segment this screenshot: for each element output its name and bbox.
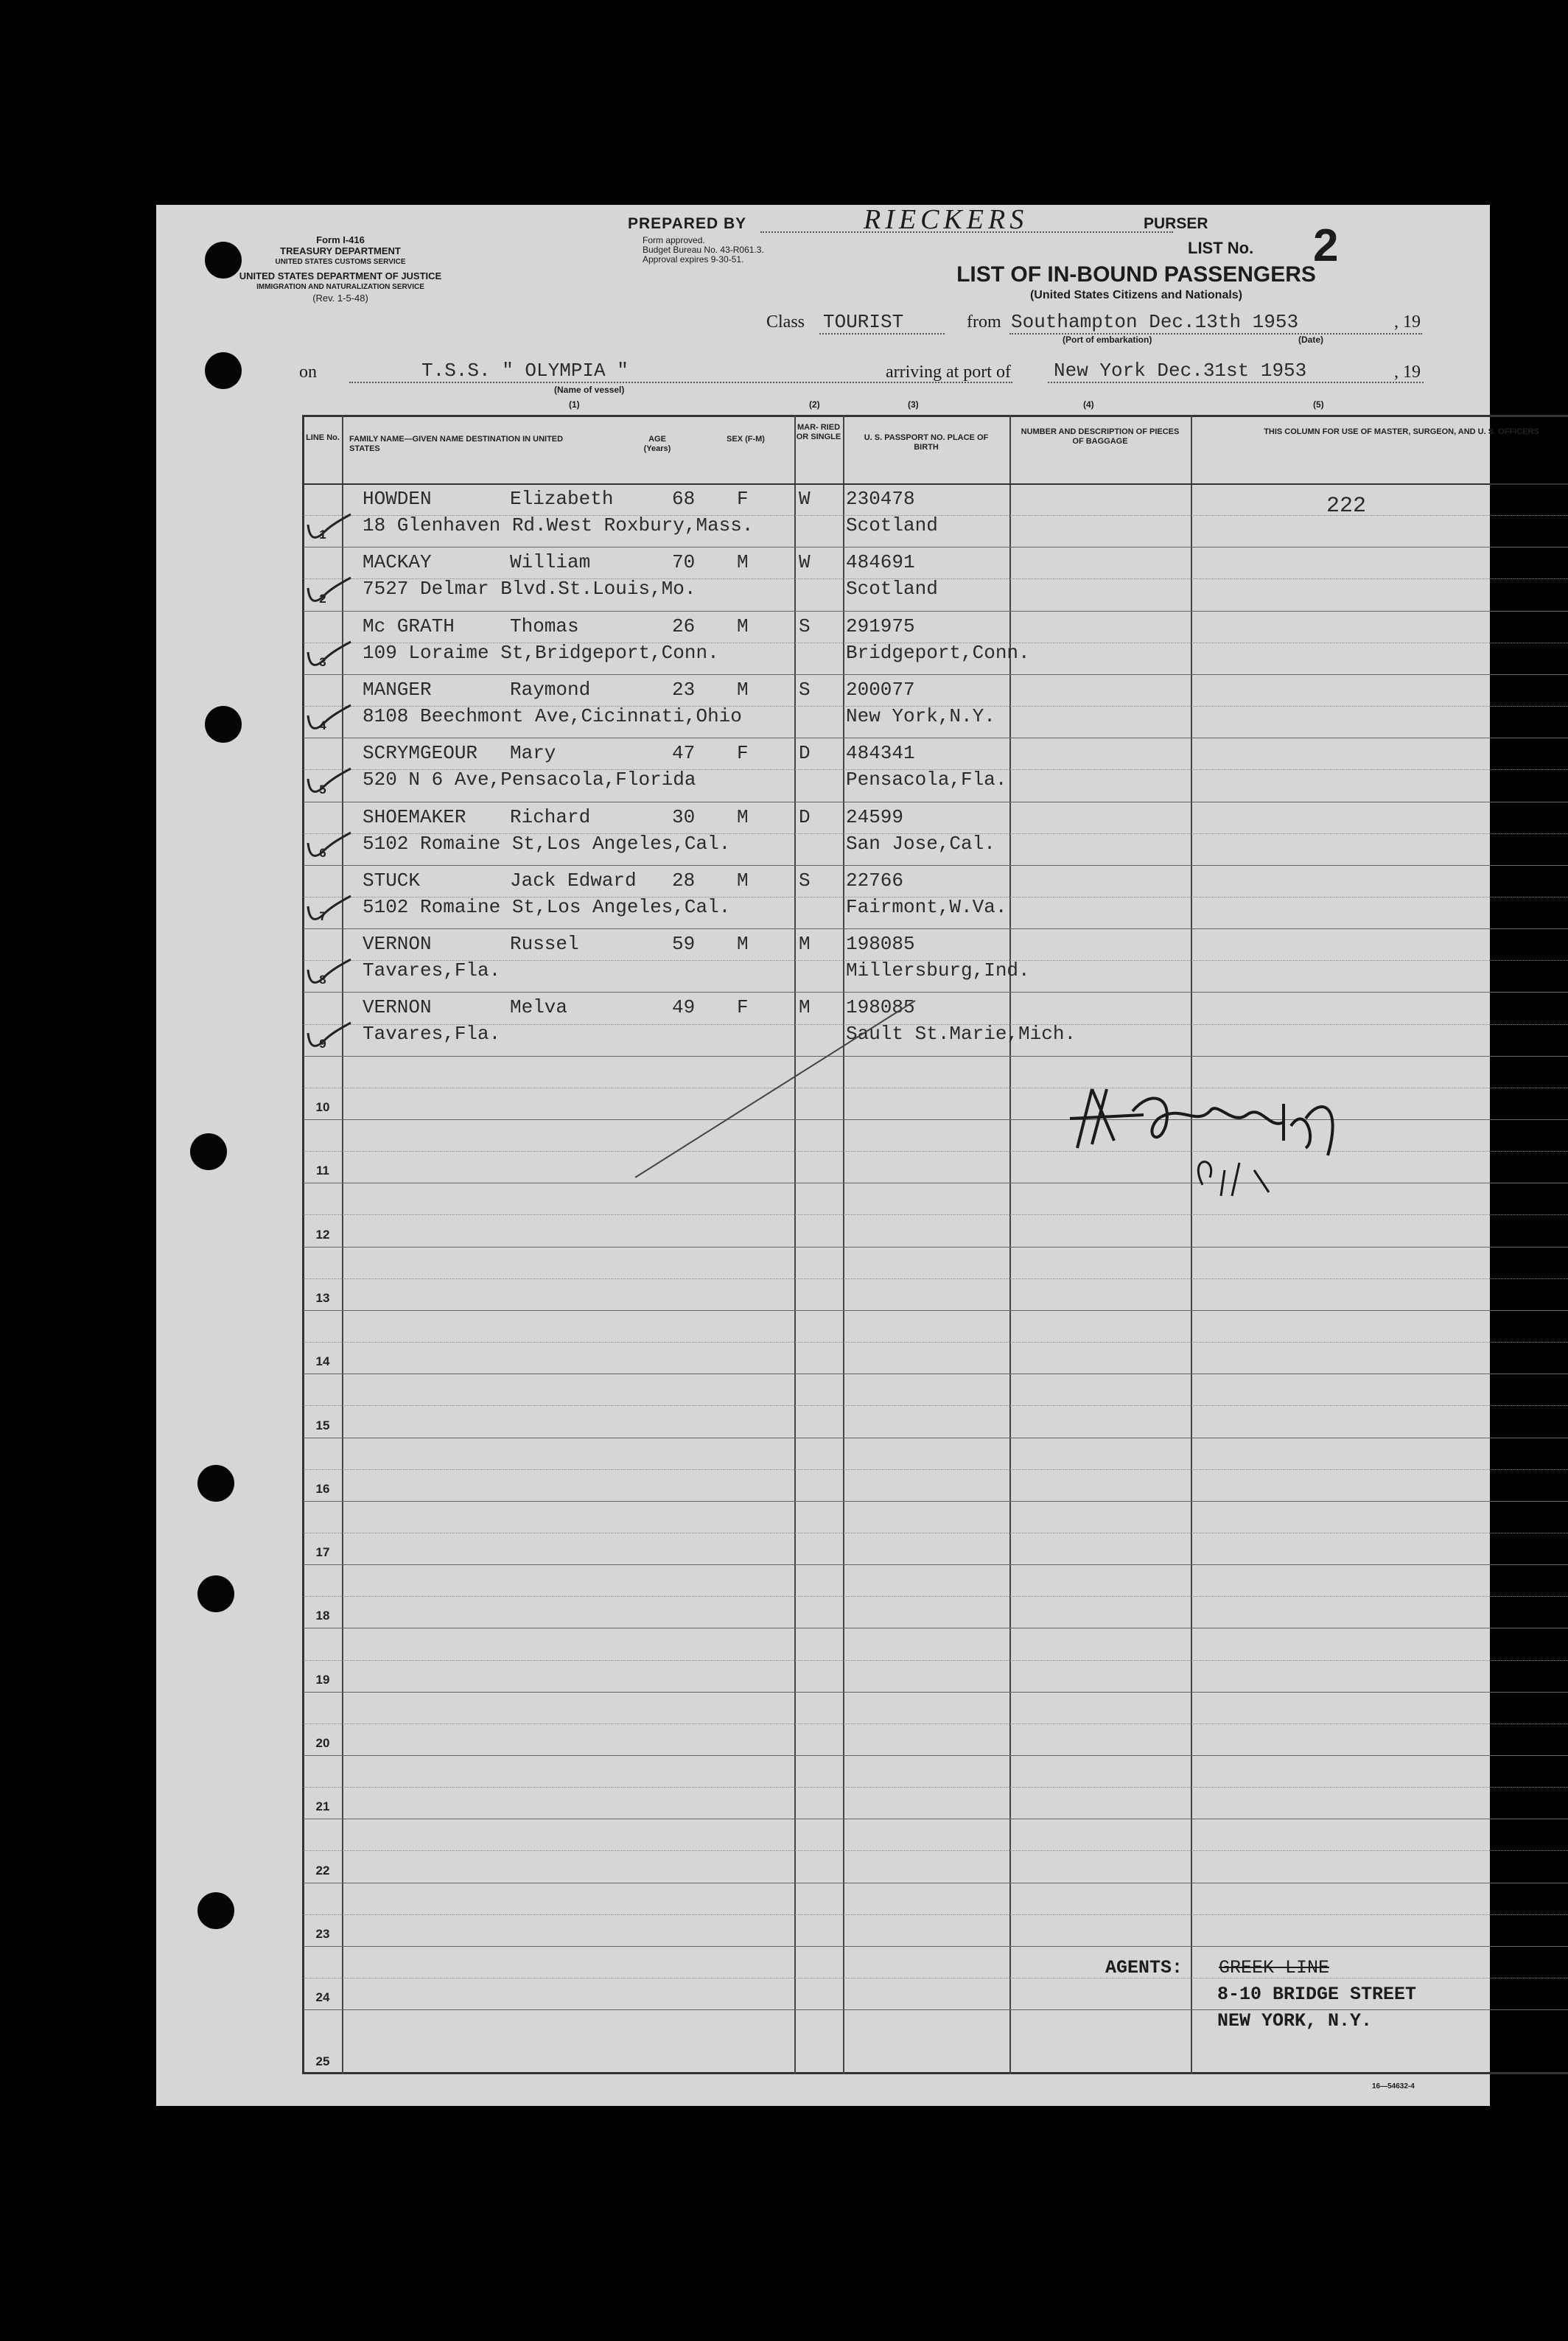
passenger-sex: M <box>737 805 749 828</box>
approval-notice: Form approved. Budget Bureau No. 43-R061.3. Approval expires 9-30-51. <box>643 235 764 265</box>
check-mark-icon <box>302 701 354 738</box>
line-number: 12 <box>315 1227 330 1242</box>
passenger-given-name: Mary <box>510 742 556 765</box>
passenger-marital-status: W <box>799 488 811 510</box>
passenger-age: 23 <box>672 678 696 701</box>
passenger-passport-no: 22766 <box>846 869 904 892</box>
line-number: 24 <box>315 1990 330 2005</box>
line-number: 8 <box>319 973 326 987</box>
passenger-sex: M <box>737 869 749 892</box>
col-num-1: (1) <box>569 399 580 410</box>
passenger-destination: 7527 Delmar Blvd.St.Louis,Mo. <box>363 578 696 601</box>
row-midline <box>304 1596 1568 1597</box>
col-num-3: (3) <box>908 399 919 410</box>
row-midline <box>304 1342 1568 1343</box>
row-divider <box>304 992 1568 993</box>
check-mark-icon <box>302 637 354 674</box>
header-baggage: NUMBER AND DESCRIPTION OF PIECES OF BAGGAGE <box>1021 427 1180 446</box>
passenger-age: 26 <box>672 615 696 637</box>
line-number: 23 <box>315 1926 330 1941</box>
passenger-given-name: Thomas <box>510 615 579 637</box>
justice-dept: UNITED STATES DEPARTMENT OF JUSTICE <box>239 270 442 281</box>
officer-note: 222 <box>1326 494 1367 519</box>
passenger-destination: 520 N 6 Ave,Pensacola,Florida <box>363 769 696 791</box>
passenger-family-name: SHOEMAKER <box>363 805 466 828</box>
punch-hole <box>197 1892 234 1929</box>
passenger-sex: M <box>737 933 749 956</box>
ins-service: IMMIGRATION AND NATURALIZATION SERVICE <box>256 283 424 291</box>
passenger-destination: 5102 Romaine St,Los Angeles,Cal. <box>363 895 731 918</box>
check-mark-icon <box>302 955 354 992</box>
line-number: 9 <box>319 1036 326 1051</box>
passenger-family-name: STUCK <box>363 869 421 892</box>
line-number: 25 <box>315 2054 330 2068</box>
header-married: MAR- RIED OR SINGLE <box>796 423 841 441</box>
punch-hole <box>205 706 242 743</box>
purser-label: PURSER <box>1144 215 1208 232</box>
passenger-destination: 8108 Beechmont Ave,Cicinnati,Ohio <box>363 704 742 727</box>
arriving-value: New York Dec.31st 1953 <box>1054 360 1307 382</box>
passenger-family-name: HOWDEN <box>363 488 432 510</box>
row-divider <box>304 1247 1568 1248</box>
passenger-sex: F <box>737 488 749 510</box>
row-divider <box>304 2009 1568 2010</box>
line-number: 18 <box>315 1609 330 1623</box>
passenger-given-name: Jack Edward <box>510 869 637 892</box>
passenger-marital-status: S <box>799 615 811 637</box>
treasury-dept: TREASURY DEPARTMENT <box>280 245 401 256</box>
row-divider <box>304 1564 1568 1565</box>
line-number: 1 <box>319 528 326 542</box>
col-num-5: (5) <box>1313 399 1324 410</box>
passenger-marital-status: S <box>799 869 811 892</box>
line-number: 16 <box>315 1481 330 1496</box>
row-divider <box>304 611 1568 612</box>
row-midline <box>304 1278 1568 1279</box>
passenger-given-name: Raymond <box>510 678 591 701</box>
passenger-birthplace: Scotland <box>846 578 938 601</box>
passenger-passport-no: 484691 <box>846 551 915 574</box>
footer-code: 16—54632-4 <box>1372 2082 1415 2090</box>
row-divider <box>304 865 1568 866</box>
list-no-value: 2 <box>1313 220 1339 271</box>
class-label: Class <box>766 312 805 332</box>
passenger-sex: M <box>737 551 749 574</box>
row-divider <box>304 1310 1568 1311</box>
passenger-family-name: SCRYMGEOUR <box>363 742 478 765</box>
line-number: 5 <box>319 782 326 797</box>
passenger-age: 30 <box>672 805 696 828</box>
line-number: 19 <box>315 1672 330 1687</box>
cancel-stroke <box>628 993 923 1185</box>
passenger-birthplace: Sault St.Marie,Mich. <box>846 1023 1077 1046</box>
agents-struck: GREEK LINE <box>1219 1957 1330 1978</box>
passenger-marital-status: M <box>799 933 811 956</box>
passenger-birthplace: San Jose,Cal. <box>846 832 995 855</box>
vessel-name: T.S.S. " OLYMPIA " <box>421 360 629 382</box>
line-number: 7 <box>319 909 326 924</box>
passenger-age: 68 <box>672 488 696 510</box>
row-divider <box>304 1501 1568 1502</box>
line-number: 14 <box>315 1354 330 1369</box>
customs-service: UNITED STATES CUSTOMS SERVICE <box>275 258 406 266</box>
list-no-label: LIST No. <box>1188 239 1254 257</box>
date-caption: (Date) <box>1298 335 1324 345</box>
punch-hole <box>197 1465 234 1502</box>
row-divider <box>304 1056 1568 1057</box>
check-mark-icon <box>302 510 354 547</box>
line-number: 22 <box>315 1863 330 1878</box>
passenger-age: 49 <box>672 996 696 1019</box>
passenger-given-name: Elizabeth <box>510 488 614 510</box>
line-number: 15 <box>315 1418 330 1432</box>
passenger-birthplace: Millersburg,Ind. <box>846 959 1030 982</box>
row-midline <box>304 1405 1568 1406</box>
row-divider <box>304 1692 1568 1693</box>
header-officers: THIS COLUMN FOR USE OF MASTER, SURGEON, AND U. S. OFFICERS <box>1264 427 1539 436</box>
row-divider <box>304 928 1568 929</box>
passenger-age: 28 <box>672 869 696 892</box>
passenger-birthplace: Pensacola,Fla. <box>846 769 1007 791</box>
passenger-table <box>302 415 1568 2074</box>
row-midline <box>304 1469 1568 1470</box>
line-number: 20 <box>315 1736 330 1750</box>
passenger-passport-no: 24599 <box>846 805 904 828</box>
passenger-age: 47 <box>672 742 696 765</box>
from-value: Southampton Dec.13th 1953 <box>1011 311 1299 333</box>
passenger-family-name: VERNON <box>363 996 432 1019</box>
row-divider <box>304 1755 1568 1756</box>
passenger-sex: F <box>737 996 749 1019</box>
passenger-destination: 109 Loraime St,Bridgeport,Conn. <box>363 641 719 664</box>
on-label: on <box>299 363 317 382</box>
check-mark-icon <box>302 1018 354 1055</box>
form-agency-block <box>200 234 480 304</box>
line-number: 21 <box>315 1799 330 1814</box>
passenger-birthplace: Bridgeport,Conn. <box>846 641 1030 664</box>
row-midline <box>304 1914 1568 1915</box>
prepared-by-label: PREPARED BY <box>628 215 747 232</box>
passenger-family-name: MACKAY <box>363 551 432 574</box>
passenger-birthplace: New York,N.Y. <box>846 704 995 727</box>
punch-hole <box>190 1133 227 1170</box>
punch-hole <box>197 1575 234 1612</box>
passenger-marital-status: S <box>799 678 811 701</box>
check-mark-icon <box>302 892 354 928</box>
class-value: TOURIST <box>823 311 904 333</box>
row-divider <box>304 1946 1568 1947</box>
document-page <box>156 204 1539 2106</box>
col-num-4: (4) <box>1083 399 1094 410</box>
passenger-given-name: Melva <box>510 996 568 1019</box>
passenger-given-name: Russel <box>510 933 579 956</box>
arriving-label: arriving at port of <box>886 363 1011 382</box>
from-year-suffix: , 19 <box>1394 312 1421 332</box>
line-number: 6 <box>319 845 326 860</box>
passenger-marital-status: M <box>799 996 811 1019</box>
punch-hole <box>205 352 242 389</box>
passenger-destination: Tavares,Fla. <box>363 959 501 982</box>
passenger-age: 59 <box>672 933 696 956</box>
line-number: 4 <box>319 718 326 733</box>
passenger-passport-no: 291975 <box>846 615 915 637</box>
line-number: 13 <box>315 1290 330 1305</box>
passenger-family-name: Mc GRATH <box>363 615 455 637</box>
agents-address-1: 8-10 BRIDGE STREET <box>1217 1984 1417 2005</box>
page-title: LIST OF IN-BOUND PASSENGERS <box>956 262 1316 287</box>
row-midline <box>304 1850 1568 1851</box>
agents-address-2: NEW YORK, N.Y. <box>1217 2010 1373 2032</box>
punch-hole <box>205 242 242 279</box>
vessel-caption: (Name of vessel) <box>554 385 625 395</box>
line-number: 11 <box>316 1163 329 1178</box>
passenger-passport-no: 200077 <box>846 678 915 701</box>
agents-label: AGENTS: <box>1105 1957 1183 1978</box>
line-number: 17 <box>315 1545 330 1560</box>
from-label: from <box>967 312 1001 332</box>
passenger-passport-no: 230478 <box>846 488 915 510</box>
header-sex: SEX (F-M) <box>727 435 765 444</box>
inspector-signature <box>1063 1060 1431 1207</box>
passenger-sex: F <box>737 742 749 765</box>
passenger-sex: M <box>737 615 749 637</box>
check-mark-icon <box>302 764 354 801</box>
passenger-family-name: MANGER <box>363 678 432 701</box>
check-mark-icon <box>302 828 354 865</box>
header-age: AGE (Years) <box>643 435 671 453</box>
prepared-by-signature: RIECKERS <box>864 204 1029 235</box>
header-line-no: LINE No. <box>306 433 340 442</box>
arriving-year-suffix: , 19 <box>1394 363 1421 382</box>
passenger-marital-status: W <box>799 551 811 574</box>
line-number: 3 <box>319 654 326 669</box>
col-num-2: (2) <box>809 399 820 410</box>
form-revision: (Rev. 1-5-48) <box>312 293 368 304</box>
passenger-birthplace: Scotland <box>846 514 938 536</box>
passenger-given-name: Richard <box>510 805 591 828</box>
row-midline <box>304 1214 1568 1215</box>
passenger-passport-no: 198085 <box>846 933 915 956</box>
passenger-marital-status: D <box>799 742 811 765</box>
row-midline <box>304 1787 1568 1788</box>
passenger-passport-no: 484341 <box>846 742 915 765</box>
passenger-destination: 5102 Romaine St,Los Angeles,Cal. <box>363 832 731 855</box>
line-number: 2 <box>319 591 326 606</box>
passenger-birthplace: Fairmont,W.Va. <box>846 895 1007 918</box>
passenger-destination: 18 Glenhaven Rd.West Roxbury,Mass. <box>363 514 754 536</box>
row-midline <box>304 1660 1568 1661</box>
header-passport: U. S. PASSPORT NO. PLACE OF BIRTH <box>864 433 989 452</box>
passenger-age: 70 <box>672 551 696 574</box>
passenger-family-name: VERNON <box>363 933 432 956</box>
header-name: FAMILY NAME—GIVEN NAME DESTINATION IN UNITED STATES <box>349 435 564 453</box>
row-divider <box>304 674 1568 675</box>
line-number: 10 <box>315 1100 330 1114</box>
port-embark-caption: (Port of embarkation) <box>1063 335 1152 345</box>
passenger-sex: M <box>737 678 749 701</box>
passenger-marital-status: D <box>799 805 811 828</box>
passenger-destination: Tavares,Fla. <box>363 1023 501 1046</box>
passenger-given-name: William <box>510 551 591 574</box>
page-subtitle: (United States Citizens and Nationals) <box>1029 289 1243 301</box>
check-mark-icon <box>302 573 354 610</box>
form-number: Form I-416 <box>316 234 365 245</box>
passenger-passport-no: 198085 <box>846 996 915 1019</box>
